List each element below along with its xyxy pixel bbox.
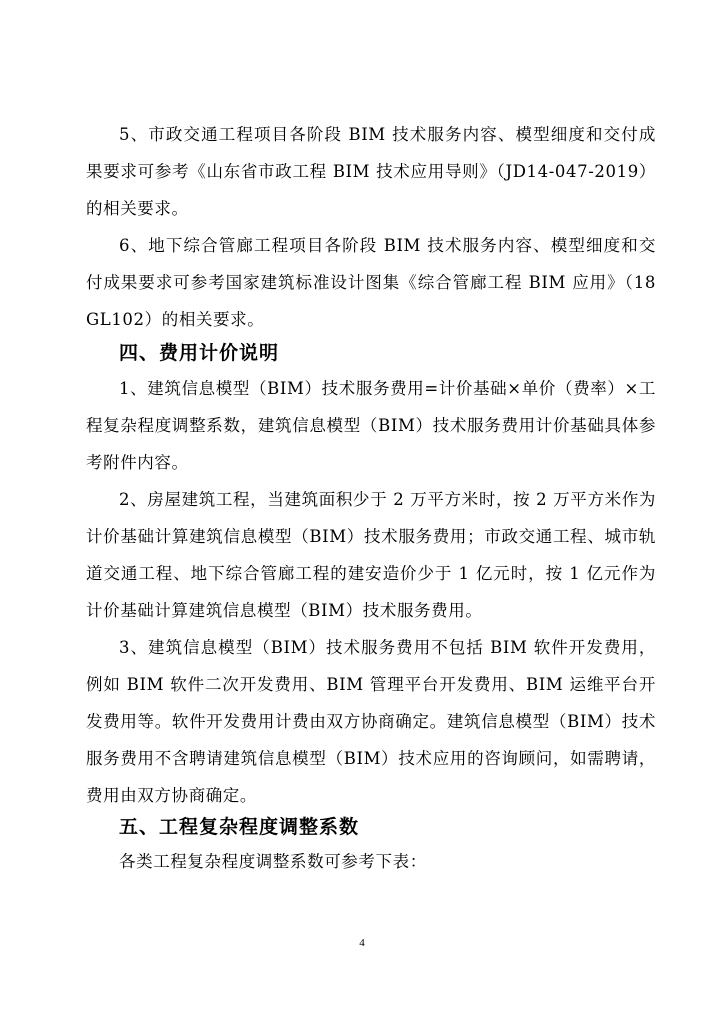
paragraph-item-6-utility-tunnel: 6、地下综合管廊工程项目各阶段 BIM 技术服务内容、模型细度和交付成果要求可参考国家建筑标准设计图集《综合管廊工程 BIM 应用》（18GL102）的相关要求。 xyxy=(86,236,656,329)
paragraph-item-5-municipal: 5、市政交通工程项目各阶段 BIM 技术服务内容、模型细度和交付成果要求可参考《山东省市政工程 BIM 技术应用导则》（JD14-047-2019）的相关要求。 xyxy=(86,125,656,218)
section-heading-complexity-factor: 五、工程复杂程度调整系数 xyxy=(119,816,360,838)
paragraph-fee-formula: 1、建筑信息模型（BIM）技术服务费用=计价基础×单价（费率）×工程复杂程度调整系数，建筑信息模型（BIM）技术服务费用计价基础具体参考附件内容。 xyxy=(86,379,656,472)
section-heading-fee-pricing: 四、费用计价说明 xyxy=(119,342,280,364)
page-number: 4 xyxy=(359,937,365,949)
paragraph-exclusions: 3、建筑信息模型（BIM）技术服务费用不包括 BIM 软件开发费用，例如 BIM 软件二次开发费用、BIM 管理平台开发费用、BIM 运维平台开发费用等。软件开发费用计费由双方协商确定。建筑信息模型（BIM）技术服务费用不含聘请建筑信息模型（BIM）技术应用的咨询顾问，如需聘请，费用由双方协商确定。 xyxy=(86,638,656,805)
paragraph-minimum-base: 2、房屋建筑工程，当建筑面积少于 2 万平方米时，按 2 万平方米作为计价基础计算建筑信息模型（BIM）技术服务费用；市政交通工程、城市轨道交通工程、地下综合管廊工程的建安造价少于 1 亿元时，按 1 亿元作为计价基础计算建筑信息模型（BIM）技术服务费用。 xyxy=(86,490,656,620)
paragraph-table-reference: 各类工程复杂程度调整系数可参考下表： xyxy=(119,852,427,871)
